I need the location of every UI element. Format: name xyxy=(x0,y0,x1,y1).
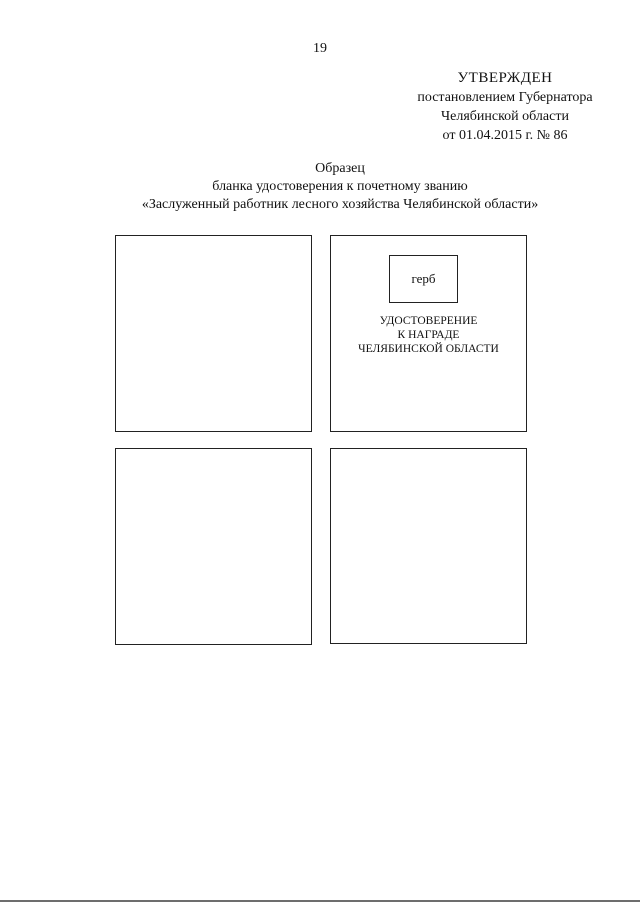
certificate-title-line1: УДОСТОВЕРЕНИЕ xyxy=(379,315,478,327)
blank-panel-bottom-right xyxy=(330,448,527,644)
approval-line-date: от 01.04.2015 г. № 86 xyxy=(442,128,568,143)
heading-title: «Заслуженный работник лесного хозяйства Челябинской области» xyxy=(141,197,539,212)
blank-panel-top-left xyxy=(115,235,312,432)
approval-line-region: Челябинской области xyxy=(441,109,569,124)
emblem-placeholder-box xyxy=(389,255,458,303)
certificate-title xyxy=(331,314,526,356)
heading-sample: Образец xyxy=(315,161,365,176)
document-heading xyxy=(80,160,600,214)
blank-panel-bottom-left xyxy=(115,448,312,645)
certificate-title-line3: ЧЕЛЯБИНСКОЙ ОБЛАСТИ xyxy=(358,343,499,355)
approval-line-decree: постановлением Губернатора xyxy=(417,90,593,105)
page-bottom-edge xyxy=(0,900,640,902)
page-number: 19 xyxy=(313,41,327,56)
cover-panel-top-right xyxy=(330,235,527,432)
approval-block xyxy=(395,69,615,145)
emblem-placeholder-label: герб xyxy=(411,271,436,286)
certificate-title-line2: К НАГРАДЕ xyxy=(397,329,460,341)
heading-description: бланка удостоверения к почетному званию xyxy=(212,179,468,194)
approval-title: УТВЕРЖДЕН xyxy=(457,70,553,86)
